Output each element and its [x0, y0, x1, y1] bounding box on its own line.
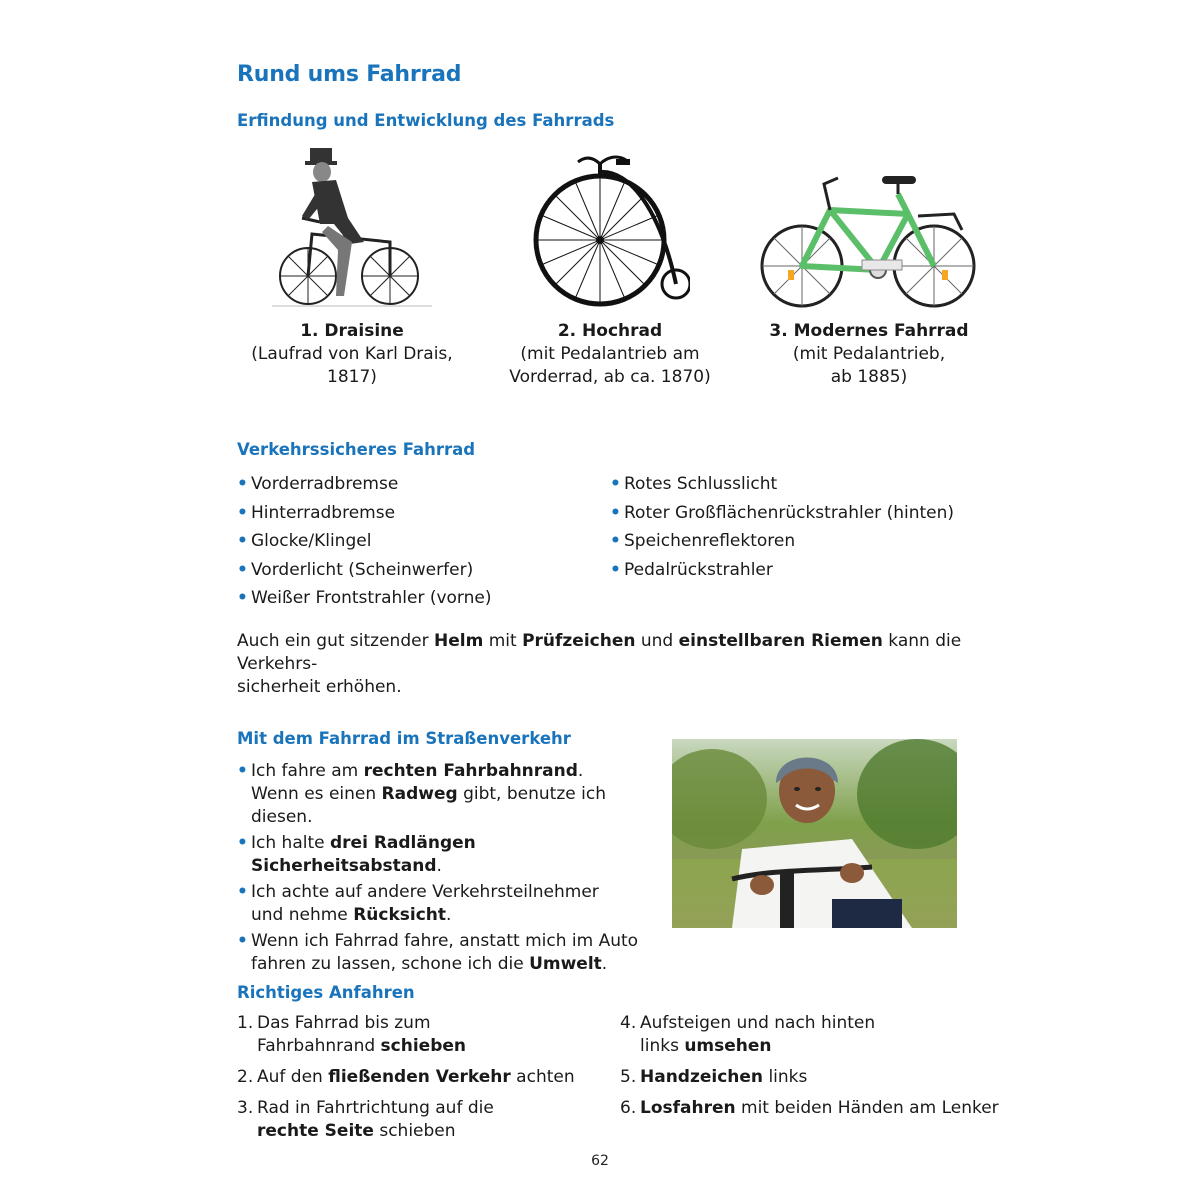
traffic-list	[237, 760, 667, 979]
helmet-paragraph: Auch ein gut sitzender Helm mit Prüfzeichen und einstellbaren Riemen kann die Verkehrs- sicherheit erhöhen.	[237, 631, 962, 697]
caption-modern-desc-1: (mit Pedalantrieb,	[792, 344, 946, 364]
list-item: • Rotes Schlusslicht	[610, 473, 954, 496]
hochrad-illustration	[530, 150, 690, 310]
section-heading-invention: Erfindung und Entwicklung des Fahrrads	[237, 111, 615, 130]
list-item: • Roter Großflächenrückstrahler (hinten)	[610, 502, 954, 525]
list-item: • Speichenreflektoren	[610, 530, 954, 553]
list-item: • Ich achte auf andere Verkehrsteilnehmer und nehme Rücksicht.	[237, 881, 667, 927]
list-item: • Glocke/Klingel	[237, 530, 491, 553]
caption-modern-title: 3. Modernes Fahrrad	[769, 321, 969, 341]
list-item: • Hinterradbremse	[237, 502, 491, 525]
start-steps-right	[620, 1012, 1000, 1128]
caption-hochrad	[490, 320, 730, 389]
caption-draisine-desc-1: (Laufrad von Karl Drais,	[251, 344, 453, 364]
caption-hochrad-desc-2: Vorderrad, ab ca. 1870)	[509, 367, 711, 387]
list-item: • Pedalrückstrahler	[610, 559, 954, 582]
section-heading-traffic: Mit dem Fahrrad im Straßenverkehr	[237, 729, 571, 748]
list-item: 2. Auf den fließenden Verkehr achten	[237, 1067, 575, 1087]
start-steps-left	[237, 1012, 597, 1151]
page-number: 62	[591, 1153, 609, 1169]
caption-hochrad-desc-1: (mit Pedalantrieb am	[520, 344, 700, 364]
section-heading-start: Richtiges Anfahren	[237, 983, 415, 1002]
caption-hochrad-title: 2. Hochrad	[557, 321, 663, 341]
caption-modern-bike	[749, 320, 989, 389]
page-title: Rund ums Fahrrad	[237, 62, 462, 87]
list-item: • Vorderradbremse	[237, 473, 491, 496]
caption-draisine	[232, 320, 472, 389]
safety-list-right	[610, 473, 954, 587]
list-item: 3. Rad in Fahrtrichtung auf die rechte Seite schieben	[237, 1098, 494, 1141]
list-item: • Ich halte drei Radlängen Sicherheitsabstand.	[237, 832, 667, 878]
list-item: • Wenn ich Fahrrad fahre, anstatt mich im Auto fahren zu lassen, schone ich die Umwelt.	[237, 930, 667, 976]
list-item: 5. Handzeichen links	[620, 1067, 808, 1087]
child-cycling-photo	[672, 739, 957, 928]
caption-draisine-title: 1. Draisine	[300, 321, 404, 341]
draisine-illustration	[272, 146, 432, 314]
section-heading-safety: Verkehrssicheres Fahrrad	[237, 440, 476, 459]
list-item: • Weißer Frontstrahler (vorne)	[237, 587, 491, 610]
list-item: • Vorderlicht (Scheinwerfer)	[237, 559, 491, 582]
list-item: • Ich fahre am rechten Fahrbahnrand. Wenn es einen Radweg gibt, benutze ich diesen.	[237, 760, 667, 829]
caption-modern-desc-2: ab 1885)	[830, 367, 908, 387]
list-item: 4. Aufsteigen und nach hinten links umsehen	[620, 1013, 876, 1056]
safety-list-left	[237, 473, 491, 616]
list-item: 6. Losfahren mit beiden Händen am Lenker	[620, 1098, 999, 1118]
caption-draisine-desc-2: 1817)	[327, 367, 377, 387]
list-item: 1. Das Fahrrad bis zum Fahrbahnrand schieben	[237, 1013, 467, 1056]
modern-bike-illustration	[758, 170, 980, 310]
